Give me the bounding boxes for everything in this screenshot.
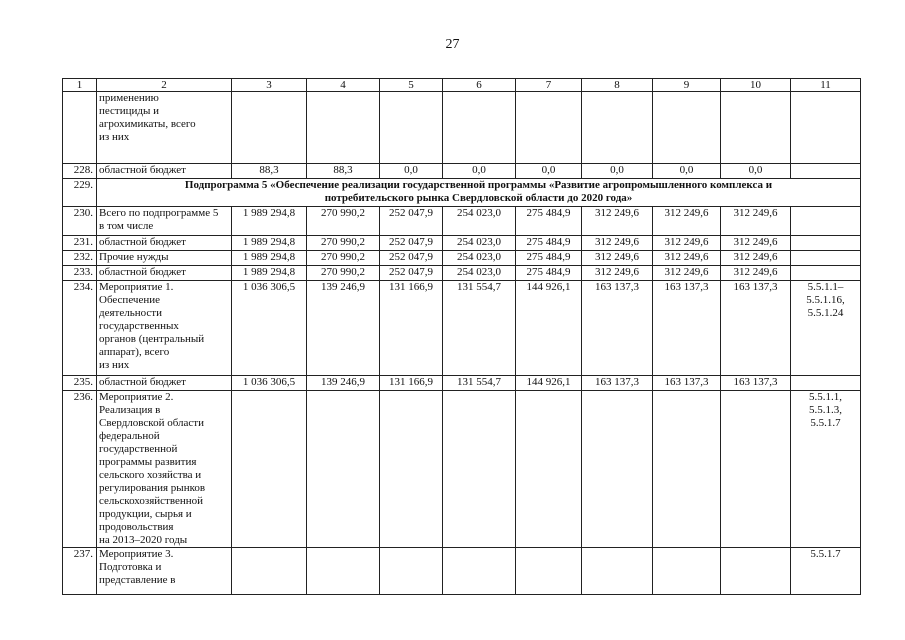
- amount-cell: 312 249,6: [653, 236, 721, 251]
- column-header: 2: [97, 79, 232, 92]
- amount-cell: [307, 92, 380, 164]
- amount-cell: 88,3: [307, 164, 380, 179]
- row-description: [97, 236, 232, 251]
- table-row: [63, 251, 861, 266]
- amount-cell: [443, 92, 516, 164]
- text-line: областной бюджет: [99, 164, 186, 176]
- column-header: 4: [307, 79, 380, 92]
- text-line: 5.5.1.7: [810, 417, 841, 429]
- text-line: 5.5.1.1,: [809, 391, 842, 403]
- amount-cell: [232, 548, 307, 595]
- row-number: 232.: [63, 251, 97, 266]
- table-row: [63, 164, 861, 179]
- amount-cell: 0,0: [653, 164, 721, 179]
- target-reference: [791, 281, 861, 376]
- budget-table: [62, 78, 861, 595]
- amount-cell: [443, 391, 516, 548]
- row-number: 236.: [63, 391, 97, 548]
- amount-cell: 163 137,3: [582, 281, 653, 376]
- amount-cell: 131 166,9: [380, 281, 443, 376]
- amount-cell: 312 249,6: [653, 251, 721, 266]
- column-header: 9: [653, 79, 721, 92]
- row-description: [97, 391, 232, 548]
- text-line: федеральной: [99, 430, 160, 442]
- text-line: на 2013–2020 годы: [99, 534, 188, 546]
- target-reference: [791, 266, 861, 281]
- amount-cell: 0,0: [443, 164, 516, 179]
- target-reference: [791, 92, 861, 164]
- row-description: [97, 164, 232, 179]
- text-line: Мероприятие 2.: [99, 391, 174, 403]
- amount-cell: 88,3: [232, 164, 307, 179]
- text-line: пестициды и: [99, 105, 160, 117]
- table-row: [63, 281, 861, 376]
- row-description: [97, 548, 232, 595]
- row-description: [97, 281, 232, 376]
- amount-cell: [582, 92, 653, 164]
- amount-cell: 1 989 294,8: [232, 207, 307, 236]
- amount-cell: [516, 391, 582, 548]
- amount-cell: 275 484,9: [516, 207, 582, 236]
- amount-cell: 131 166,9: [380, 376, 443, 391]
- row-description: [97, 207, 232, 236]
- text-line: представление в: [99, 574, 176, 586]
- amount-cell: [516, 92, 582, 164]
- amount-cell: 163 137,3: [653, 376, 721, 391]
- amount-cell: 1 989 294,8: [232, 266, 307, 281]
- column-header: 11: [791, 79, 861, 92]
- table-body: [63, 79, 861, 595]
- amount-cell: 252 047,9: [380, 266, 443, 281]
- table-row: [63, 207, 861, 236]
- amount-cell: 312 249,6: [582, 251, 653, 266]
- row-number: 237.: [63, 548, 97, 595]
- text-line: программы развития: [99, 456, 197, 468]
- section-title: [97, 179, 861, 207]
- amount-cell: 312 249,6: [721, 251, 791, 266]
- amount-cell: 144 926,1: [516, 281, 582, 376]
- row-number: 234.: [63, 281, 97, 376]
- row-description: [97, 92, 232, 164]
- column-header: 7: [516, 79, 582, 92]
- text-line: Реализация в: [99, 404, 161, 416]
- amount-cell: 252 047,9: [380, 251, 443, 266]
- target-reference: [791, 207, 861, 236]
- text-line: областной бюджет: [99, 266, 186, 278]
- text-line: 5.5.1.1–: [807, 281, 844, 293]
- amount-cell: 254 023,0: [443, 207, 516, 236]
- text-line: агрохимикаты, всего: [99, 118, 196, 130]
- amount-cell: [307, 391, 380, 548]
- amount-cell: [380, 92, 443, 164]
- page-number: 27: [445, 37, 460, 52]
- row-number: [63, 92, 97, 164]
- amount-cell: 312 249,6: [653, 266, 721, 281]
- amount-cell: 270 990,2: [307, 251, 380, 266]
- text-line: сельскохозяйственной: [99, 495, 204, 507]
- text-line: 5.5.1.16,: [806, 294, 845, 306]
- row-number: 231.: [63, 236, 97, 251]
- amount-cell: [380, 548, 443, 595]
- text-line: продовольствия: [99, 521, 174, 533]
- amount-cell: [380, 391, 443, 548]
- amount-cell: 312 249,6: [582, 266, 653, 281]
- text-line: аппарат), всего: [99, 346, 170, 358]
- amount-cell: [582, 391, 653, 548]
- text-line: Мероприятие 1.: [99, 281, 174, 293]
- amount-cell: 312 249,6: [653, 207, 721, 236]
- target-reference: [791, 548, 861, 595]
- amount-cell: [232, 391, 307, 548]
- amount-cell: [582, 548, 653, 595]
- amount-cell: 275 484,9: [516, 236, 582, 251]
- amount-cell: 131 554,7: [443, 281, 516, 376]
- text-line: государственной: [99, 443, 178, 455]
- text-line: 5.5.1.24: [807, 307, 844, 319]
- table-row: [63, 266, 861, 281]
- amount-cell: 0,0: [380, 164, 443, 179]
- amount-cell: 252 047,9: [380, 207, 443, 236]
- text-line: в том числе: [99, 220, 154, 232]
- target-reference: [791, 376, 861, 391]
- column-header: 6: [443, 79, 516, 92]
- header-row: [63, 79, 861, 92]
- text-line: применению: [99, 92, 159, 104]
- target-reference: [791, 164, 861, 179]
- row-number: 228.: [63, 164, 97, 179]
- text-line: продукции, сырья и: [99, 508, 192, 520]
- amount-cell: 0,0: [721, 164, 791, 179]
- amount-cell: 144 926,1: [516, 376, 582, 391]
- row-number: 230.: [63, 207, 97, 236]
- amount-cell: 1 989 294,8: [232, 236, 307, 251]
- text-line: деятельности: [99, 307, 162, 319]
- column-header: 8: [582, 79, 653, 92]
- amount-cell: [232, 92, 307, 164]
- amount-cell: 270 990,2: [307, 236, 380, 251]
- table-row: [63, 179, 861, 207]
- text-line: Свердловской области: [99, 417, 204, 429]
- amount-cell: 163 137,3: [721, 281, 791, 376]
- table-row: [63, 236, 861, 251]
- amount-cell: [653, 92, 721, 164]
- amount-cell: 252 047,9: [380, 236, 443, 251]
- table-row: [63, 92, 861, 164]
- amount-cell: 0,0: [582, 164, 653, 179]
- row-number: 235.: [63, 376, 97, 391]
- amount-cell: [721, 548, 791, 595]
- amount-cell: 312 249,6: [721, 207, 791, 236]
- text-line: Всего по подпрограмме 5: [99, 207, 219, 219]
- table-row: [63, 376, 861, 391]
- amount-cell: 163 137,3: [653, 281, 721, 376]
- amount-cell: 312 249,6: [721, 236, 791, 251]
- amount-cell: 270 990,2: [307, 266, 380, 281]
- amount-cell: 275 484,9: [516, 251, 582, 266]
- target-reference: [791, 236, 861, 251]
- amount-cell: [307, 548, 380, 595]
- text-line: из них: [99, 131, 130, 143]
- text-line: Прочие нужды: [99, 251, 169, 263]
- target-reference: [791, 251, 861, 266]
- text-line: областной бюджет: [99, 376, 186, 388]
- column-header: 3: [232, 79, 307, 92]
- amount-cell: 312 249,6: [582, 236, 653, 251]
- amount-cell: [653, 548, 721, 595]
- text-line: 5.5.1.7: [810, 548, 841, 560]
- amount-cell: [443, 548, 516, 595]
- column-header: 10: [721, 79, 791, 92]
- amount-cell: 254 023,0: [443, 251, 516, 266]
- text-line: потребительского рынка Свердловской области до 2020 года»: [324, 192, 633, 204]
- amount-cell: [721, 391, 791, 548]
- table-row: [63, 391, 861, 548]
- amount-cell: 254 023,0: [443, 266, 516, 281]
- amount-cell: 139 246,9: [307, 281, 380, 376]
- text-line: государственных: [99, 320, 179, 332]
- column-header: 5: [380, 79, 443, 92]
- text-line: Мероприятие 3.: [99, 548, 174, 560]
- row-description: [97, 266, 232, 281]
- column-header: 1: [63, 79, 97, 92]
- text-line: Обеспечение: [99, 294, 160, 306]
- amount-cell: 270 990,2: [307, 207, 380, 236]
- text-line: органов (центральный: [99, 333, 205, 345]
- text-line: регулирования рынков: [99, 482, 206, 494]
- amount-cell: 163 137,3: [721, 376, 791, 391]
- amount-cell: 312 249,6: [721, 266, 791, 281]
- row-description: [97, 251, 232, 266]
- amount-cell: 254 023,0: [443, 236, 516, 251]
- amount-cell: 139 246,9: [307, 376, 380, 391]
- row-number: 229.: [63, 179, 97, 207]
- amount-cell: 0,0: [516, 164, 582, 179]
- amount-cell: 275 484,9: [516, 266, 582, 281]
- text-line: из них: [99, 359, 130, 371]
- amount-cell: 1 036 306,5: [232, 281, 307, 376]
- text-line: Подготовка и: [99, 561, 162, 573]
- amount-cell: 131 554,7: [443, 376, 516, 391]
- amount-cell: [721, 92, 791, 164]
- amount-cell: 1 989 294,8: [232, 251, 307, 266]
- row-number: 233.: [63, 266, 97, 281]
- text-line: сельского хозяйства и: [99, 469, 202, 481]
- amount-cell: 1 036 306,5: [232, 376, 307, 391]
- amount-cell: 163 137,3: [582, 376, 653, 391]
- text-line: областной бюджет: [99, 236, 186, 248]
- table-row: [63, 548, 861, 595]
- row-description: [97, 376, 232, 391]
- text-line: 5.5.1.3,: [809, 404, 842, 416]
- amount-cell: [516, 548, 582, 595]
- amount-cell: [653, 391, 721, 548]
- amount-cell: 312 249,6: [582, 207, 653, 236]
- target-reference: [791, 391, 861, 548]
- text-line: Подпрограмма 5 «Обеспечение реализации государственной программы «Развитие агропромышленного комплекса и: [184, 179, 773, 191]
